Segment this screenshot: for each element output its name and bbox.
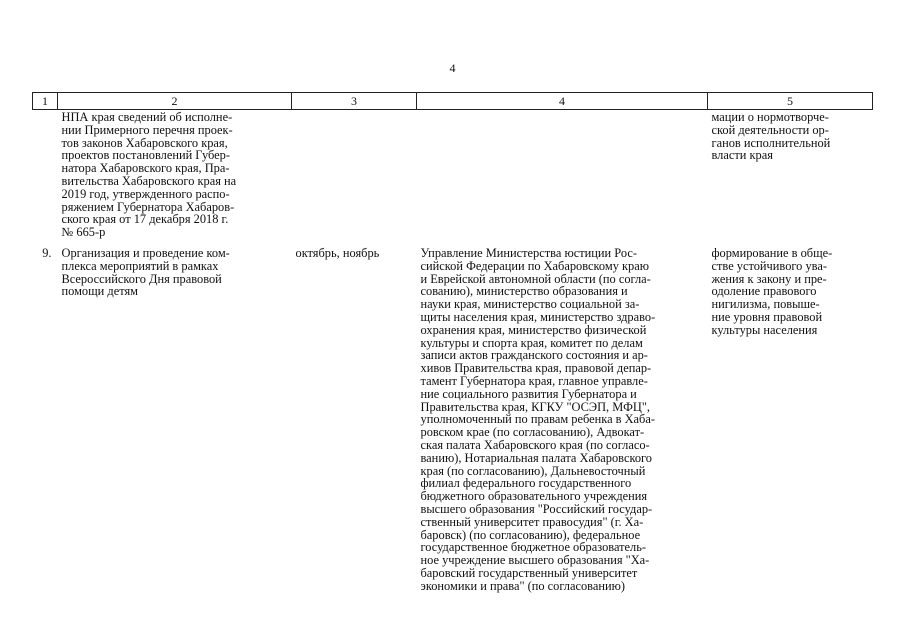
cell-text-line: жения к закону и пре- [711, 271, 827, 286]
header-cell-5: 5 [708, 93, 873, 110]
cell-text-line: щиты населения края, министерство здраво- [420, 309, 656, 324]
cell-text-line: Правительства края, КГКУ "ОСЭП, МФЦ", [420, 399, 650, 414]
cell-text-line: края (по согласованию), Дальневосточный [420, 463, 646, 478]
table-header-row [33, 93, 873, 110]
measures-table [32, 92, 873, 592]
cell-text-line: ского края от 17 декабря 2018 г. [61, 212, 229, 227]
table-cell-col1 [33, 110, 58, 247]
cell-text-line: экономики и права" (по согласованию) [420, 578, 626, 593]
table-cell-col2 [58, 110, 292, 247]
cell-text-line: тов законов Хабаровского края, [61, 135, 228, 150]
cell-text-line: стве устойчивого ува- [711, 258, 827, 273]
cell-text-line: натора Хабаровского края, Пра- [61, 161, 230, 176]
cell-text-line: проектов постановлений Губер- [61, 148, 230, 163]
header-cell-2: 2 [58, 93, 292, 110]
cell-text-line: ственный университет правосудия" (г. Ха- [420, 514, 644, 529]
table-cell-col2 [58, 247, 292, 593]
cell-text-line: Всероссийского Дня правовой [61, 271, 222, 286]
cell-text-line: баровск) (по согласованию), федеральное [420, 527, 641, 542]
cell-text-line: бюджетного образовательного учреждения [420, 489, 648, 504]
cell-text-line: записи актов гражданского состояния и ар- [420, 348, 648, 363]
cell-text-line: формирование в обще- [711, 245, 833, 260]
cell-text-line: плекса мероприятий в рамках [61, 258, 219, 273]
cell-text-line: мации о нормотворче- [711, 110, 829, 124]
cell-text-line: баровский государственный университет [420, 565, 638, 580]
cell-text-line: Организация и проведение ком- [61, 245, 230, 260]
page-number: 4 [449, 61, 456, 75]
cell-text-line: ганов исполнительной [711, 135, 831, 150]
header-cell-4: 4 [417, 93, 708, 110]
cell-text-line: культуры населения [711, 322, 818, 337]
cell-text-line: ние социального развития Губернатора и [420, 386, 637, 401]
cell-text-line: октябрь, ноябрь [295, 245, 380, 260]
cell-text-line: государственное бюджетное образователь- [420, 540, 646, 555]
cell-text-line: сийской Федерации по Хабаровскому краю [420, 258, 649, 273]
cell-text-line: высшего образования "Российский государ- [420, 501, 653, 516]
cell-text-line: ской деятельности ор- [711, 122, 829, 137]
header-cell-1: 1 [33, 93, 58, 110]
cell-text-line: ская палата Хабаровского края (по согласо- [420, 437, 650, 452]
cell-text-line: вительства Хабаровского края на [61, 173, 237, 188]
cell-text-line: ванию), Нотариальная палата Хабаровского [420, 450, 653, 465]
cell-text-line: и Еврейской автономной области (по согла- [420, 271, 651, 286]
cell-text-line: ровском крае (по согласованию), Адвокат- [420, 425, 645, 440]
cell-text-line: власти края [711, 148, 773, 163]
cell-text-line: Управление Министерства юстиции Рос- [420, 245, 637, 260]
cell-text-line: хивов Правительства края, правовой депар- [420, 361, 652, 376]
header-cell-3: 3 [292, 93, 417, 110]
cell-text-line: 2019 год, утвержденного распо- [61, 186, 230, 201]
cell-text-line: охранения края, министерство физической [420, 322, 647, 337]
table-cell-col3 [292, 247, 417, 593]
table-cell-col1: 9. [42, 245, 52, 260]
table-cell-col3 [292, 110, 417, 247]
cell-text-line: ние уровня правовой [711, 309, 823, 324]
table-cell-col4 [417, 247, 708, 593]
cell-text-line: тамент Губернатора края, главное управле- [420, 373, 648, 388]
cell-text-line: уполномоченный по правам ребенка в Хаба- [420, 412, 655, 427]
cell-text-line: № 665-р [61, 225, 106, 240]
cell-text-line: ное учреждение высшего образования "Ха- [420, 553, 650, 568]
table-cell-col4 [417, 110, 708, 247]
cell-text-line: помощи детям [61, 284, 138, 299]
cell-text-line: одоление правового [711, 284, 817, 299]
cell-text-line: ряжением Губернатора Хабаров- [61, 199, 235, 214]
table-row [33, 247, 873, 593]
table-cell-col5 [708, 110, 873, 247]
table-row [33, 110, 873, 247]
table-body [33, 110, 873, 593]
cell-text-line: НПА края сведений об исполне- [61, 110, 233, 124]
cell-text-line: культуры и спорта края, комитет по делам [420, 335, 643, 350]
cell-text-line: нигилизма, повыше- [711, 297, 820, 312]
table-cell-col5 [708, 247, 873, 593]
cell-text-line: сованию), министерство образования и [420, 284, 628, 299]
cell-text-line: нии Примерного перечня проек- [61, 122, 233, 137]
cell-text-line: науки края, министерство социальной за- [420, 297, 640, 312]
cell-text-line: филиал федерального государственного [420, 476, 632, 491]
